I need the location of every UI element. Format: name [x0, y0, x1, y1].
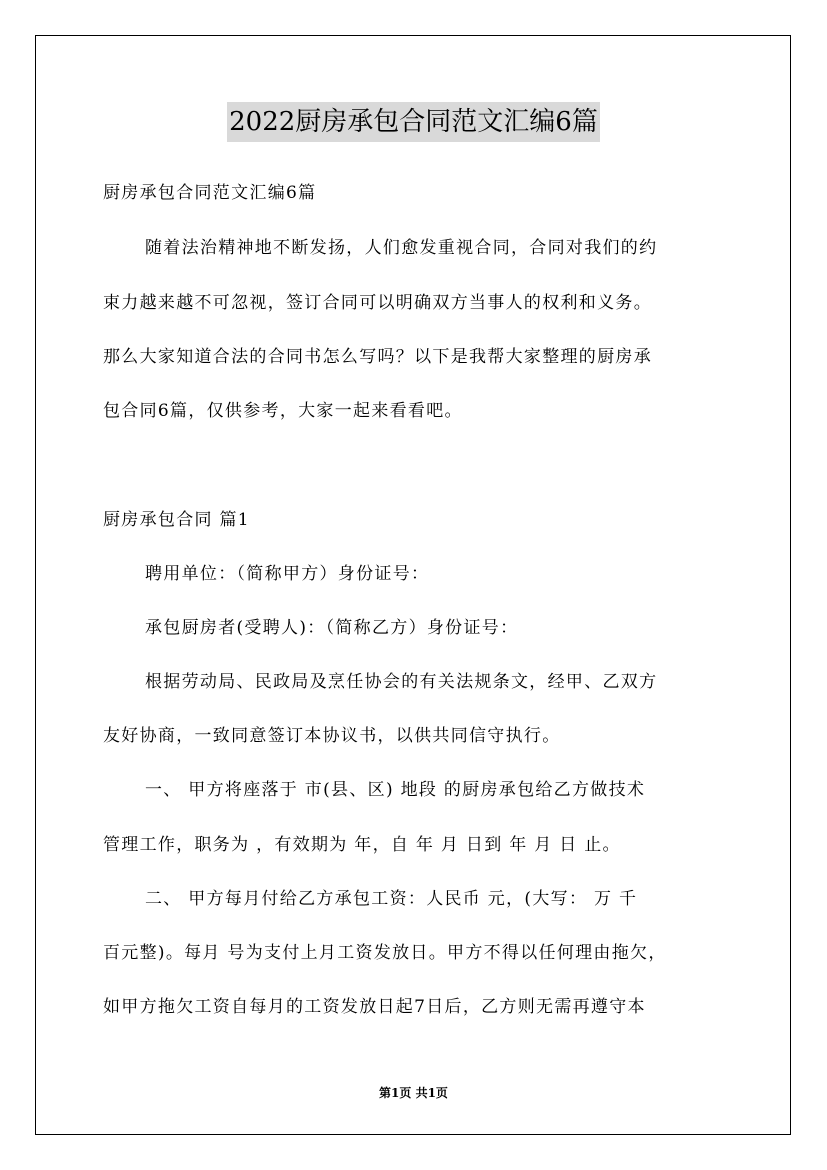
page-footer: [0, 1085, 827, 1101]
contract-line-5: 一、 甲方将座落于 市(县、区) 地段 的厨房承包给乙方做技术: [145, 780, 646, 800]
contract-line-6: 管理工作，职务为 ，有效期为 年，自 年 月 日到 年 月 日 止。: [103, 835, 621, 855]
contract-line-9: 如甲方拖欠工资自每月的工资发放日起7日后，乙方则无需再遵守本: [103, 997, 646, 1017]
document-subtitle: 厨房承包合同范文汇编6篇: [103, 183, 317, 203]
title-container: [0, 102, 827, 142]
section-heading: 厨房承包合同 篇1: [103, 510, 250, 530]
intro-line-3: 那么大家知道合法的合同书怎么写吗？以下是我帮大家整理的厨房承: [103, 347, 652, 367]
contract-line-8: 百元整)。每月 号为支付上月工资发放日。甲方不得以任何理由拖欠，: [103, 943, 667, 963]
contract-line-2: 承包厨房者(受聘人)：（简称乙方）身份证号：: [145, 618, 519, 638]
page-number: 第1页 共1页: [379, 1086, 448, 1100]
intro-line-2: 束力越来越不可忽视，签订合同可以明确双方当事人的权利和义务。: [103, 293, 652, 313]
contract-line-4: 友好协商，一致同意签订本协议书，以供共同信守执行。: [103, 726, 561, 746]
contract-line-3: 根据劳动局、民政局及烹任协会的有关法规条文，经甲、乙双方: [145, 672, 658, 692]
intro-line-1: 随着法治精神地不断发扬，人们愈发重视合同，合同对我们的约: [145, 238, 658, 258]
document-title: 2022厨房承包合同范文汇编6篇: [227, 102, 600, 142]
intro-line-4: 包合同6篇，仅供参考，大家一起来看看吧。: [103, 401, 463, 421]
contract-line-1: 聘用单位：（简称甲方）身份证号：: [145, 564, 430, 584]
contract-line-7: 二、 甲方每月付给乙方承包工资：人民币 元，(大写： 万 千: [145, 889, 638, 909]
